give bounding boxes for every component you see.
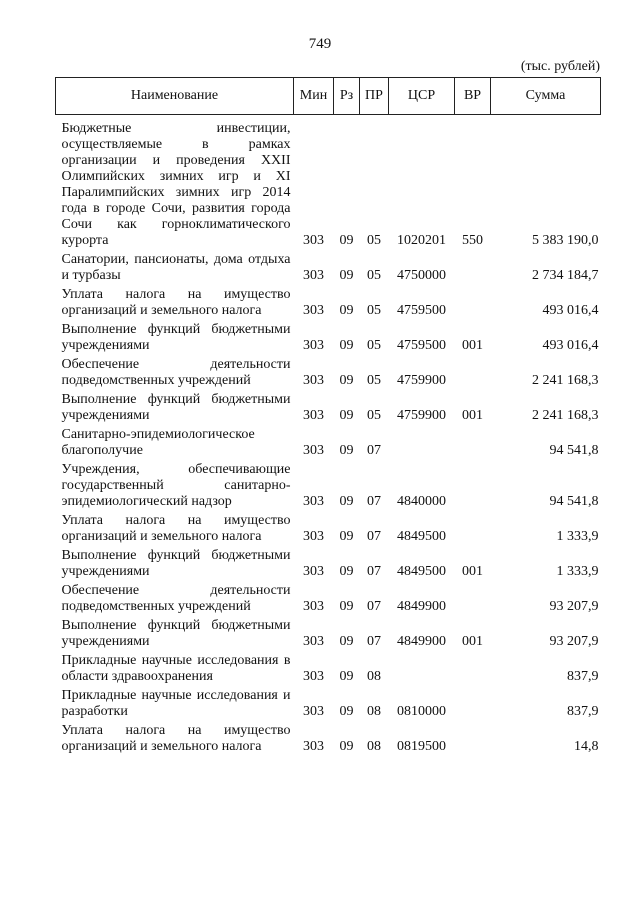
cell-name: Уплата налога на имущество организаций и земельного налога xyxy=(61,513,291,544)
cell-name: Уплата налога на имущество организаций и земельного налога xyxy=(61,723,291,754)
cell-min: 303 xyxy=(303,443,324,458)
cell-rz: 09 xyxy=(339,599,354,614)
cell-vr xyxy=(455,249,491,284)
table-row xyxy=(56,389,601,424)
table-row xyxy=(56,319,601,354)
cell-sum: 2 241 168,3 xyxy=(532,373,599,388)
table-row xyxy=(56,580,601,615)
table-row xyxy=(56,720,601,755)
budget-table xyxy=(55,77,601,755)
cell-csr: 1020201 xyxy=(397,233,446,248)
cell-csr: 4759500 xyxy=(397,338,446,353)
cell-csr: 4849500 xyxy=(397,529,446,544)
cell-name: Уплата налога на имущество организаций и земельного налога xyxy=(61,287,291,318)
cell-pr: 07 xyxy=(367,494,381,509)
table-row xyxy=(56,459,601,510)
table-row xyxy=(56,650,601,685)
cell-pr: 07 xyxy=(367,529,381,544)
cell-sum: 1 333,9 xyxy=(556,564,599,579)
cell-csr: 0810000 xyxy=(397,704,446,719)
cell-name: Санатории, пансионаты, дома отдыха и турбазы xyxy=(61,252,291,283)
table-row xyxy=(56,615,601,650)
cell-min: 303 xyxy=(303,634,324,649)
header-name: Наименование xyxy=(56,78,294,115)
cell-pr: 07 xyxy=(367,443,381,458)
cell-min: 303 xyxy=(303,408,324,423)
cell-sum: 837,9 xyxy=(567,704,599,719)
cell-sum: 837,9 xyxy=(567,669,599,684)
cell-name: Выполнение функций бюджетными учреждениями xyxy=(61,392,291,423)
cell-csr: 4759500 xyxy=(397,303,446,318)
table-row xyxy=(56,284,601,319)
cell-vr: 001 xyxy=(462,634,483,649)
cell-name: Обеспечение деятельности подведомственных учреждений xyxy=(61,583,291,614)
cell-pr: 05 xyxy=(367,338,381,353)
table-row xyxy=(56,685,601,720)
cell-name: Выполнение функций бюджетными учреждениями xyxy=(61,618,291,649)
cell-csr: 0819500 xyxy=(397,739,446,754)
cell-name: Бюджетные инвестиции, осуществляемые в рамках организации и проведения XXII Олимпийских зимних игр и XI Паралимпийских зимних игр 2014 года в городе Сочи, развития города Сочи как горноклиматического курорта xyxy=(61,121,291,248)
cell-sum: 1 333,9 xyxy=(556,529,599,544)
cell-rz: 09 xyxy=(339,739,354,754)
table-row xyxy=(56,354,601,389)
cell-min: 303 xyxy=(303,494,324,509)
cell-name: Учреждения, обеспечивающие государственный санитарно-эпидемиологический надзор xyxy=(61,462,291,509)
cell-csr xyxy=(389,650,455,685)
cell-sum: 493 016,4 xyxy=(542,338,599,353)
cell-name: Выполнение функций бюджетными учреждениями xyxy=(61,548,291,579)
cell-rz: 09 xyxy=(339,408,354,423)
cell-csr xyxy=(389,424,455,459)
cell-name: Прикладные научные исследования и разработки xyxy=(61,688,291,719)
table-row xyxy=(56,424,601,459)
table-row xyxy=(56,545,601,580)
cell-csr: 4849900 xyxy=(397,599,446,614)
cell-pr: 07 xyxy=(367,599,381,614)
cell-name: Выполнение функций бюджетными учреждениями xyxy=(61,322,291,353)
cell-min: 303 xyxy=(303,268,324,283)
cell-sum: 2 241 168,3 xyxy=(532,408,599,423)
cell-vr: 001 xyxy=(462,564,483,579)
cell-sum: 5 383 190,0 xyxy=(532,233,599,248)
cell-vr xyxy=(455,284,491,319)
cell-rz: 09 xyxy=(339,564,354,579)
table-row xyxy=(56,115,601,250)
table-row xyxy=(56,510,601,545)
cell-min: 303 xyxy=(303,233,324,248)
cell-sum: 93 207,9 xyxy=(549,634,599,649)
cell-pr: 08 xyxy=(367,669,381,684)
cell-pr: 07 xyxy=(367,564,381,579)
cell-vr: 550 xyxy=(462,233,483,248)
cell-vr xyxy=(455,510,491,545)
cell-sum: 94 541,8 xyxy=(549,494,599,509)
cell-vr xyxy=(455,720,491,755)
cell-rz: 09 xyxy=(339,529,354,544)
page-number: 749 xyxy=(308,36,332,52)
cell-csr: 4759900 xyxy=(397,373,446,388)
cell-min: 303 xyxy=(303,669,324,684)
cell-min: 303 xyxy=(303,704,324,719)
header-rz: Рз xyxy=(334,78,360,115)
cell-rz: 09 xyxy=(339,634,354,649)
cell-pr: 08 xyxy=(367,704,381,719)
cell-vr xyxy=(455,650,491,685)
cell-csr: 4849900 xyxy=(397,634,446,649)
cell-vr: 001 xyxy=(462,338,483,353)
table-header-row xyxy=(56,78,601,115)
cell-pr: 05 xyxy=(367,373,381,388)
cell-vr xyxy=(455,685,491,720)
header-csr: ЦСР xyxy=(389,78,455,115)
cell-min: 303 xyxy=(303,739,324,754)
cell-sum: 94 541,8 xyxy=(549,443,599,458)
cell-csr: 4840000 xyxy=(397,494,446,509)
cell-min: 303 xyxy=(303,564,324,579)
cell-csr: 4759900 xyxy=(397,408,446,423)
cell-min: 303 xyxy=(303,338,324,353)
cell-name: Прикладные научные исследования в области здравоохранения xyxy=(61,653,291,684)
cell-csr: 4849500 xyxy=(397,564,446,579)
cell-name: Обеспечение деятельности подведомственных учреждений xyxy=(61,357,291,388)
cell-rz: 09 xyxy=(339,233,354,248)
cell-rz: 09 xyxy=(339,303,354,318)
units-label: (тыс. рублей) xyxy=(520,59,600,74)
cell-min: 303 xyxy=(303,599,324,614)
cell-sum: 2 734 184,7 xyxy=(532,268,599,283)
header-vr: ВР xyxy=(455,78,491,115)
cell-name: Санитарно-эпидемиологическое благополучие xyxy=(61,427,255,458)
cell-rz: 09 xyxy=(339,373,354,388)
cell-rz: 09 xyxy=(339,704,354,719)
cell-min: 303 xyxy=(303,529,324,544)
table-row xyxy=(56,249,601,284)
cell-vr xyxy=(455,459,491,510)
cell-sum: 14,8 xyxy=(574,739,599,754)
cell-min: 303 xyxy=(303,373,324,388)
cell-rz: 09 xyxy=(339,268,354,283)
header-min: Мин xyxy=(294,78,334,115)
cell-rz: 09 xyxy=(339,494,354,509)
cell-pr: 05 xyxy=(367,303,381,318)
cell-vr xyxy=(455,580,491,615)
cell-pr: 05 xyxy=(367,268,381,283)
cell-pr: 07 xyxy=(367,634,381,649)
cell-sum: 93 207,9 xyxy=(549,599,599,614)
cell-vr xyxy=(455,354,491,389)
cell-pr: 08 xyxy=(367,739,381,754)
cell-sum: 493 016,4 xyxy=(542,303,599,318)
cell-min: 303 xyxy=(303,303,324,318)
cell-pr: 05 xyxy=(367,408,381,423)
cell-vr: 001 xyxy=(462,408,483,423)
cell-pr: 05 xyxy=(367,233,381,248)
cell-vr xyxy=(455,424,491,459)
cell-csr: 4750000 xyxy=(397,268,446,283)
header-sum: Сумма xyxy=(491,78,601,115)
cell-rz: 09 xyxy=(339,338,354,353)
cell-rz: 09 xyxy=(339,669,354,684)
header-pr: ПР xyxy=(360,78,389,115)
cell-rz: 09 xyxy=(339,443,354,458)
